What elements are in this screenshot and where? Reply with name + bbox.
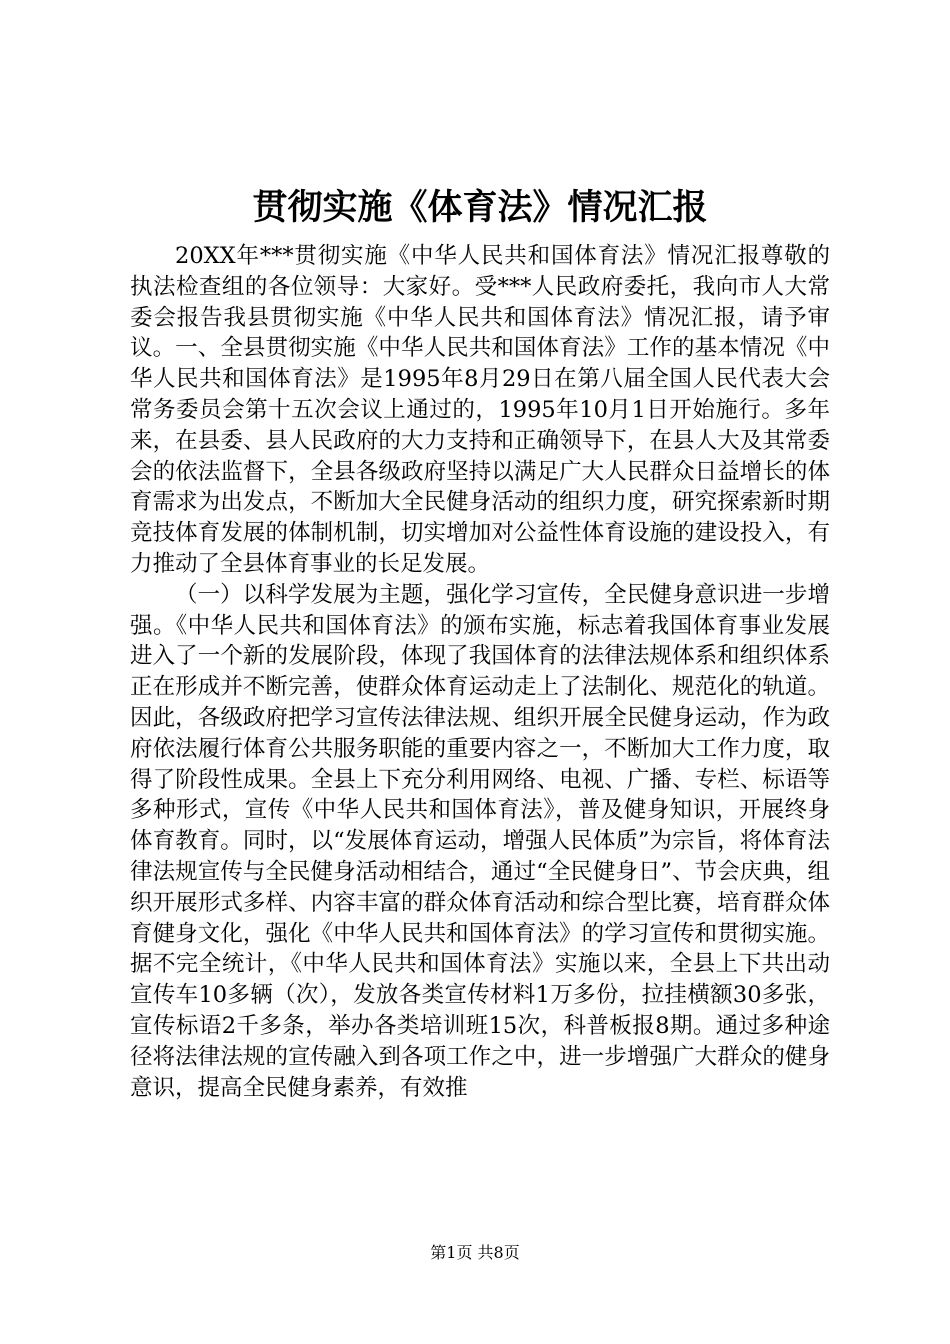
page-number-footer: 第1页 共8页 <box>430 1243 520 1262</box>
body-paragraph: 20XX年***贯彻实施《中华人民共和国体育法》情况汇报尊敬的执法检查组的各位领导：大家好。受***人民政府委托，我向市人大常委会报告我县贯彻实施《中华人民共和国体育法》情况汇报，请予审议。一、全县贯彻实施《中华人民共和国体育法》工作的基本情况《中华人民共和国体育法》是1995年8月29日在第八届全国人民代表大会常务委员会第十五次会议上通过的，1995年10月1日开始施行。多年来，在县委、县人民政府的大力支持和正确领导下，在县人大及其常委会的依法监督下，全县各级政府坚持以满足广大人民群众日益增长的体育需求为出发点，不断加大全民健身活动的组织力度，研究探索新时期竞技体育发展的体制机制，切实增加对公益性体育设施的建设投入，有力推动了全县体育事业的长足发展。 <box>130 243 830 577</box>
page-content <box>130 183 830 1103</box>
body-paragraph: （一）以科学发展为主题，强化学习宣传，全民健身意识进一步增强。《中华人民共和国体育法》的颁布实施，标志着我国体育事业发展进入了一个新的发展阶段，体现了我国体育的法律法规体系和组织体系正在形成并不断完善，使群众体育运动走上了法制化、规范化的轨道。因此，各级政府把学习宣传法律法规、组织开展全民健身运动，作为政府依法履行体育公共服务职能的重要内容之一，不断加大工作力度，取得了阶段性成果。全县上下充分利用网络、电视、广播、专栏、标语等多种形式，宣传《中华人民共和国体育法》，普及健身知识，开展终身体育教育。同时，以“发展体育运动，增强人民体质”为宗旨，将体育法律法规宣传与全民健身活动相结合，通过“全民健身日”、节会庆典，组织开展形式多样、内容丰富的群众体育活动和综合型比赛，培育群众体育健身文化，强化《中华人民共和国体育法》的学习宣传和贯彻实施。据不完全统计，《中华人民共和国体育法》实施以来，全县上下共出动宣传车10多辆（次），发放各类宣传材料1万多份，拉挂横额30多张，宣传标语2千多条，举办各类培训班15次，科普板报8期。通过多种途径将法律法规的宣传融入到各项工作之中，进一步增强广大群众的健身意识，提高全民健身素养，有效推 <box>130 581 830 1101</box>
document-title: 贯彻实施《体育法》情况汇报 <box>252 187 708 228</box>
